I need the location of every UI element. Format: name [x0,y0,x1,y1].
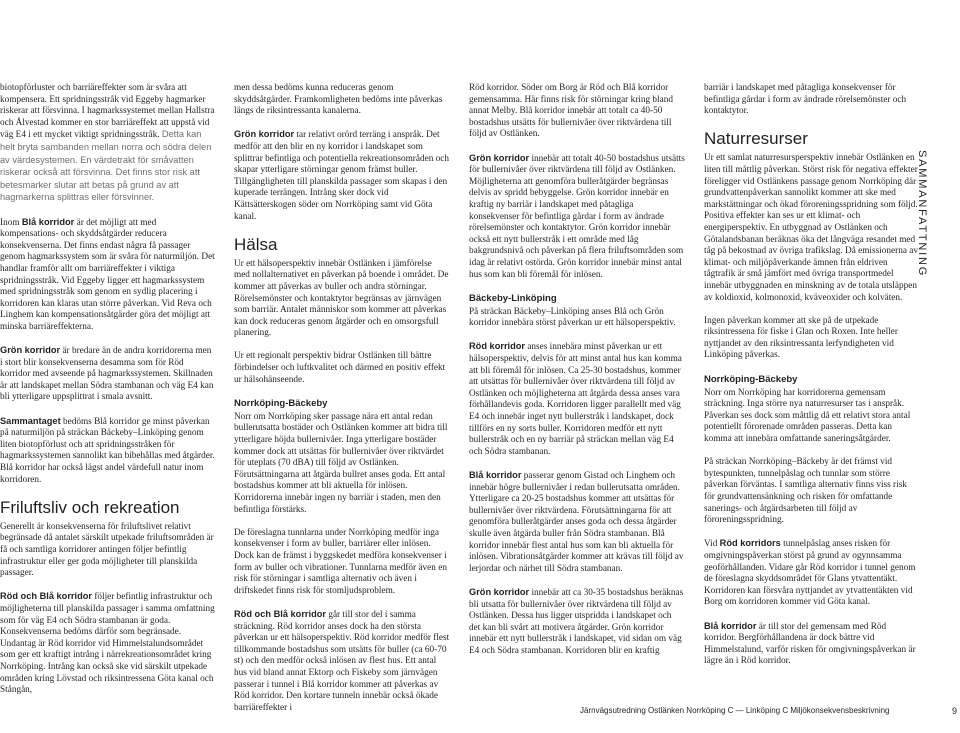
paragraph: biotopförluster och barriäreffekter som är svåra att kompensera. Ett spridningsstråk vid Eggeby hagmarker riskerar att försvinna. I hagmarkssystemet mellan Hallstra och Ålvestad kommer en stor barriäreffekt att uppstå vid väg E4 i ett mycket viktigt spridningsstråk. Detta kan helt bryta sambanden mellan norra och södra delen av värdesystemen. En värdetrakt för småvatten riskerar också att försvinna. Det finns stor risk att betesmarker slutar att betas på grund av att hagmarkerna splittras eller försvinner. [0,83,215,203]
paragraph: Röd korridor. Söder om Borg är Röd och Blå korridor gemensamma. Här finns risk för störningar kring bland annat Melby. Blå korridor innebär att totalt ca 40-50 bostadshus utsätts för bullernivåer över riktvärdena till följd av Ostlänken. [469,83,673,140]
paragraph: På sträckan Norrköping–Bäckeby är det främst vid bytespunkten, tunnelpåslag och tunnlar som större påverkan förväntas. I samtliga alternativ finns viss risk för grundvattensänkning och risken för omfattande sanerings- och åtgärdsarbeten till följd av föroreningsspridning. [704,457,907,526]
paragraph: Grön korridor innebär att totalt 40-50 bostadshus utsätts för bullernivåer över riktvärdena till följd av Ostlänken. Möjligheterna att genomföra bulleråtgärder begränsas delvis av spridd bebyggelse. Grön korridor innebär en kraftig ny barriär i landskapet med påtagliga konsekvenser för befintliga gårdar i form av ändrade rörelsemönster och kontaktytor. Grön korridor innebär också ett nytt bullerstråk i ett område med låg bakgrundsnivå och påverkan på flera friluftsområden som idag är relativt ostörda. Grön korridor innebär minst antal hus som kan bli föremål för inlösen. [469,152,685,280]
section-sidebar [916,0,960,733]
paragraph: Vid Röd korridors tunnelpåslag anses risken för omgivningspåverkan störst på grund av ogynnsamma geoförhållanden. Vidare går Röd korridor i tunnel genom de föreslagna skyddsområdet för Glans ytvattentäkt. Korridoren kan försvåra nyttjandet av ytvattentäkten vid Borg om korridoren kommer vid Göta kanal. [704,538,916,608]
paragraph: Generellt är konsekvenserna för friluftslivet relativt begränsade då antalet särskilt utpekade friluftsområden är få och samtliga korridorer antingen följer befintlig infrastruktur eller ger goda möjligheter till planskilda passager. [0,521,214,579]
paragraph: Ingen påverkan kommer att ske på de utpekade riksintressena för fiske i Glan och Roxen. Inte heller nyttjandet av den riksintressanta lerfyndigheten vid Linköping påverkas. [704,315,898,361]
paragraph: Ur ett regionalt perspektiv bidrar Ostlänken till bättre förbindelser och luftkvalitet och därmed en positiv effekt ur hälsohänseende. [234,351,446,385]
footer-text: Järnvägsutredning Ostlänken Norrköping C — Linköping C Miljökonsekvensbeskrivning [580,706,890,715]
page-number: 9 [952,706,958,716]
paragraph: Blå korridor passerar genom Gistad och Linghem och innebär högre bullernivåer i redan bullerutsatta områden. Ytterligare ca 20-25 bostadshus kommer att utsättas för bullernivåer över riktvärdena. Förutsättningarna för att genomföra bulleråtgärder anses goda och dessa åtgärder skulle även åtgärda buller från Södra stambanan. Blå korridor innebär flest antal hus som kan bli aktuella för inlösen. Vibrationsåtgärder kommer att krävas till följd av lerjordar och närhet till Södra stambanan. [469,470,684,574]
paragraph: Norr om Norrköping har korridorerna gemensam sträckning. Inga större nya naturresurser tas i anspråk. Påverkan ses dock som måttlig då ett relativt stora antal potentiellt förorenade områden passeras. Detta kan komma att innebära omfattande saneringsåtgärder. [704,387,911,445]
paragraph: Röd och Blå korridor går till stor del i samma sträckning. Röd korridor anses dock ha den största påverkan ur ett hälsoperspektiv. Röd korridor medför flest tillkommande bostadshus som utsätts för buller (ca 60-70 st) och den medför också inlösen av flest hus. Ett antal hus vid bland annat Ektorp och Fiskeby som järnvägen passerar i tunnel i Blå korridor kommer att påverkas av Röd korridor. Den kortare tunneln innebär också ökade barriäreffekter i [234,608,450,713]
paragraph: På sträckan Bäckeby–Linköping anses Blå och Grön korridor innebära störst påverkan ur ett hälsoperspektiv. [469,306,676,329]
paragraph: Inom Blå korridor är det möjligt att med kompensations- och skyddsåtgärder reducera konsekvenserna. Det finns endast några få passager genom hagmarkssystem som är svåra för naturmiljön. Det handlar framför allt om barriäreffekter i viktiga spridningsstråk. Vid Eggeby ligger ett hagmarkssystem med spridningsstråk som genom en sydlig placering i korridoren kan klaras utan större påverkan. Vid Reva och Linghem kan kompensationsåtgärder göra det möjligt att minska barriäreffekterna. [0,216,215,332]
paragraph: Ur ett samlat naturresursperspektiv innebär Ostlänken en liten till måttlig påverkan. Störst risk för negativa effekter föreligger vid Ostlänkens passage genom Norrköping där grundvattenpåverkan sannolikt kommer att ske med markstättningar och ökad föroreningsspridning som följd. Positiva effekter kan ses ur ett klimat- och energiperspektiv. En utbyggnad av Ostlänken och Götalandsbanan beräknas öka det långväga resandet med tåg på bekostnad av övriga trafikslag. Då emissionerna av klimat- och miljöpåverkande ämnen från eldriven tågtrafik är små jämfört med övriga transportmedel innebär utbyggnaden en minskning av de totala utsläppen av koldioxid, kolmonoxid, kväveoxider och kolväten. [704,153,918,303]
paragraph: Grön korridor är bredare än de andra korridorerna men i stort blir konsekvenserna desamma som för Röd korridor med avseende på hagmarkssystemen. Skillnaden är att landskapet mellan Södra stambanan och väg E4 kan bli ytterligare uppsplittrat i smala avsnitt. [0,345,214,403]
column-1 [0,83,216,708]
column-2 [234,83,450,726]
paragraph: Ur ett hälsoperspektiv innebär Ostlänken i jämförelse med nollalternativet en påverkan på boende i området. De kommer att påverkas av buller och andra störningar. Rörelsemönster och kontaktytor begränsas av järnvägen som barriär. Antalet människor som kommer att påverkas kan dock reduceras genom åtgärder och en omsorgsfull planering. [234,258,449,339]
paragraph: Norr om Norrköping sker passage nära ett antal redan bullerutsatta bostäder och Ostlänken kommer att bidra till ytterligare höjda bullernivåer. Inga ytterligare bostäder kommer dock att utsättas för bullernivåer över riktvärdet för uteplats (70 dBA) till följd av Ostlänken. Förutsättningarna att åtgärda bullret anses goda. Ett antal bostadshus kommer att bli aktuella för inlösen. Korridorerna innebär ingen ny barriär i staden, men den befintliga förstärks. [234,411,448,515]
section-heading: Friluftsliv och rekreation [0,497,180,517]
paragraph: Sammantaget bedöms Blå korridor ge minst påverkan på naturmiljön på sträckan Bäckeby–Linköping genom liten biotopförlust och att spridningsstråken för hagmarkssystemen sannolikt kan bibehållas med åtgärder. Blå korridor har också lägst andel värdefull natur inom korridoren. [0,415,215,485]
section-heading: Naturresurser [704,129,808,149]
subsection-heading: Bäckeby-Linköping [469,292,557,304]
column-3 [469,83,685,669]
paragraph: Grön korridor innebär att ca 30-35 bostadshus beräknas bli utsatta för bullernivåer över riktvärdena till följd av Ostlänken. Dessa hus ligger utspridda i landskapet och det kan bli svårt att motivera åtgärder. Grön korridor innebär ett nytt bullerstråk i landskapet, vid sidan om väg E4 och Södra stambanan. Korridoren blir en kraftig [469,586,684,656]
paragraph: Röd och Blå korridor följer befintlig infrastruktur och möjligheterna till planskilda passager i samma omfattning som för väg E4 och Södra stambanan är goda. Konsekvenserna bedöms därför som begränsade. Undantag är Röd korridor vid Himmelstalundsområdet som ger ett kraftigt intrång i närrekreationsområdet kring Norrköping. Intrång kan också ske vid särskilt utpekade områden kring Lövstad och riksintressena Göta kanal och Stångån, [0,591,215,696]
column-4 [704,83,918,680]
paragraph: men dessa bedöms kunna reduceras genom skyddsåtgärder. Framkomligheten bedöms inte påverkas längs de riksintressanta kanalerna. [234,83,443,117]
paragraph: barriär i landskapet med påtagliga konsekvenser för befintliga gårdar i form av ändrade rörelsemönster och kontaktytor. [704,83,907,117]
subsection-heading: Norrköping-Bäckeby [704,373,798,385]
subsection-heading: Norrköping-Bäckeby [234,397,328,409]
paragraph: Grön korridor tar relativt orörd terräng i anspråk. Det medför att den blir en ny korridor i landskapet som splittrar befintliga och potentiella rekreationsområden och skapar ytterligare störningar genom främst buller. Tillgängligheten till planskilda passager som skapas i den kuperade terrängen. Intrång sker dock vid Kättsätterskogen söder om Norrköping samt vid Göta kanal. [234,129,449,222]
section-heading: Hälsa [234,234,278,254]
paragraph: Röd korridor anses innebära minst påverkan ur ett hälsoperspektiv, delvis för att minst antal hus kan komma att bli föremål för inlösen. Ca 25-30 bostadshus, kommer att utsättas för bullernivåer över riktvärdena till följd av Ostlänken och möjligheterna att åtgärda dessa anses vara förhållandevis goda. Korridoren ligger parallellt med väg E4 och innebär inget nytt bullerstråk i landskapet, dock tillförs en ny sorts buller. Korridoren medför ett nytt bullerstråk och en ny barriär på sträckan mellan väg E4 och Södra stambanan. [469,341,682,457]
paragraph: De föreslagna tunnlarna under Norrköping medför inga konsekvenser i form av buller, barriärer eller inlösen. Dock kan de främst i byggskedet medföra konsekvenser i form av buller och vibrationer. Tunnlarna medför även en risk för störningar i samtliga alternativ och även i driftskedet finns risk för stomljudsproblem. [234,527,447,596]
sidebar-label: SAMMANFATTNING [916,150,928,278]
paragraph: Blå korridor är till stor del gemensam med Röd korridor. Bergförhållandena är dock bättre vid Himmelstalund, varför risken för omgivningspåverkan är lägre än i Röd korridor. [704,620,916,667]
